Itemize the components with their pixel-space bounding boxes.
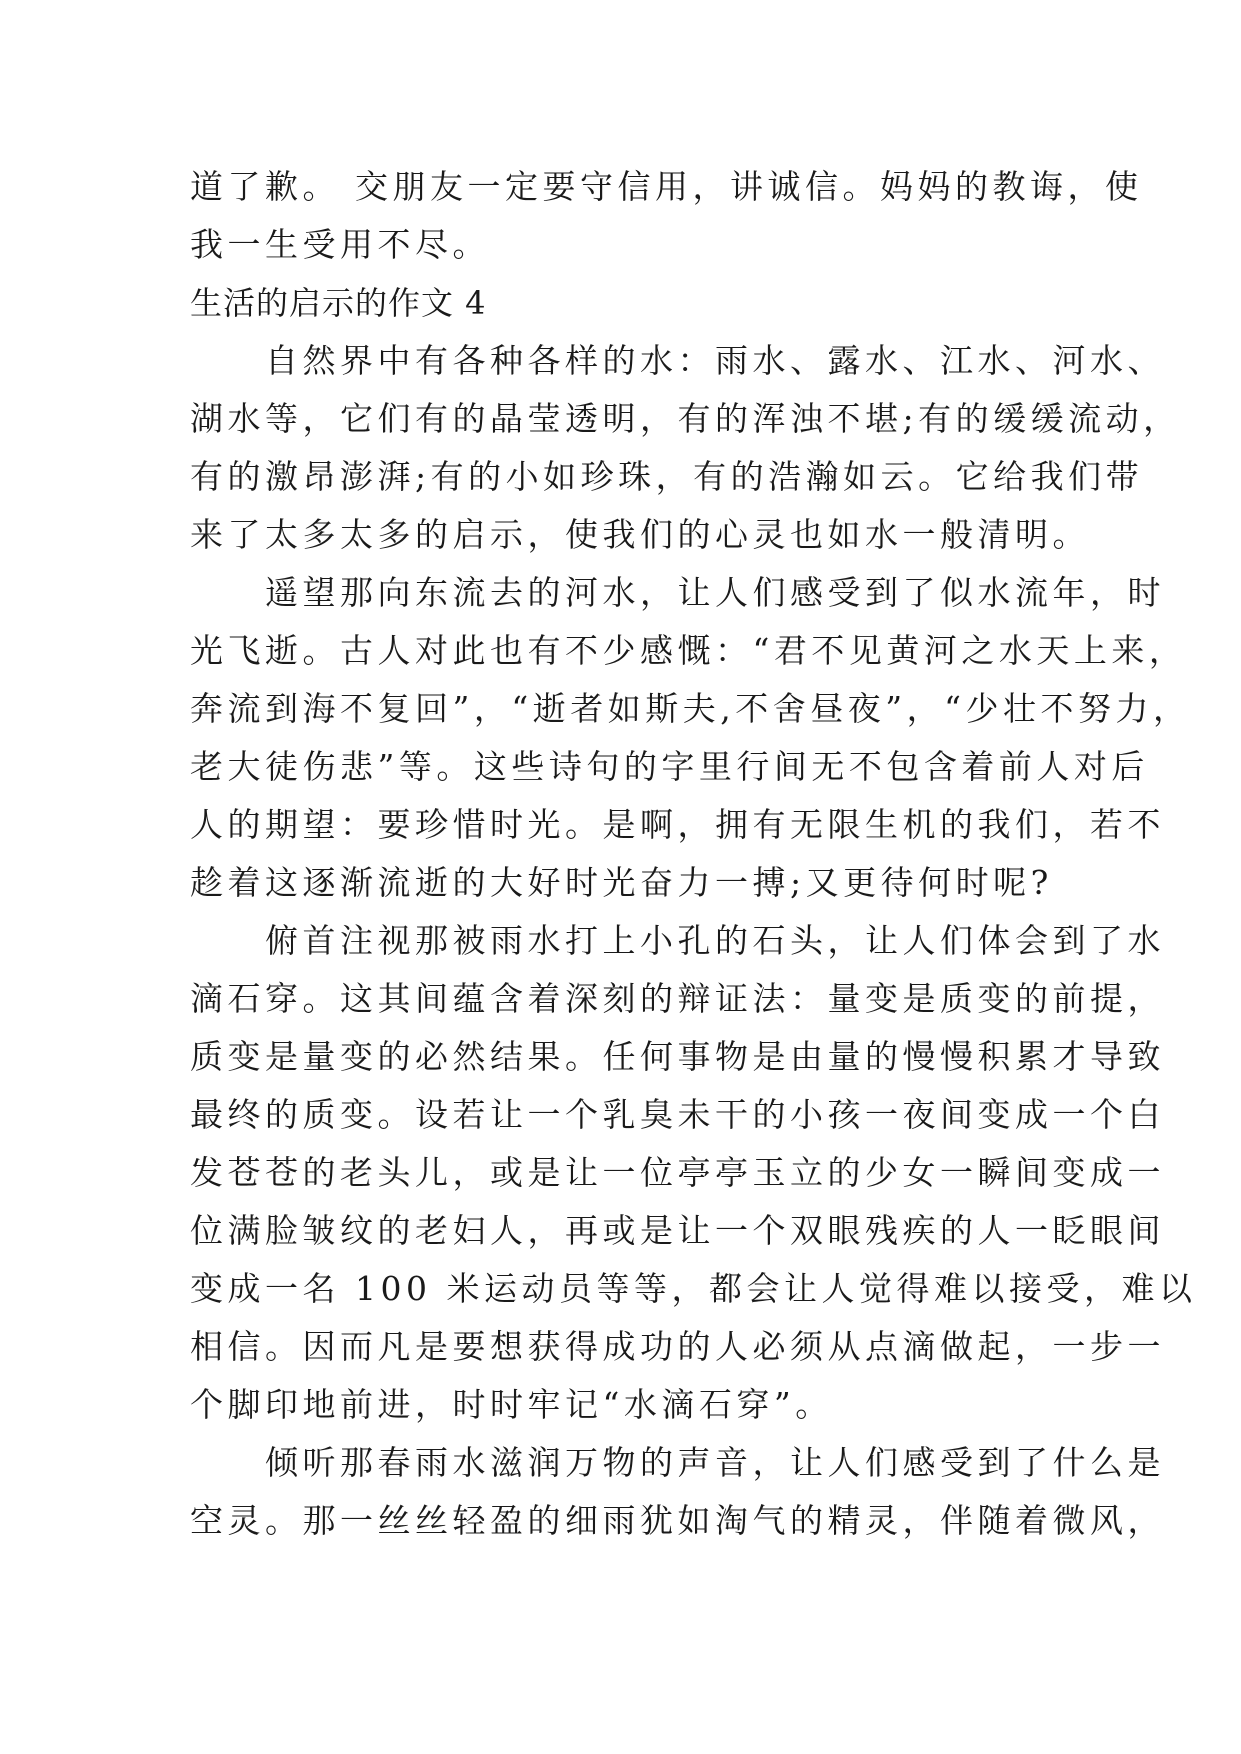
- text-line: 自然界中有各种各样的水：雨水、露水、江水、河水、: [190, 341, 1165, 380]
- text-line: 个脚印地前进，时时牢记“水滴石穿”。: [190, 1385, 833, 1424]
- text-line: 我一生受用不尽。: [190, 225, 490, 264]
- text-line: 有的激昂澎湃;有的小如珍珠，有的浩瀚如云。它给我们带: [190, 457, 1144, 496]
- text-line: 道了歉。 交朋友一定要守信用，讲诚信。妈妈的教诲，使: [190, 167, 1143, 206]
- text-line: 相信。因而凡是要想获得成功的人必须从点滴做起，一步一: [190, 1327, 1165, 1366]
- text-line: 湖水等，它们有的晶莹透明，有的浑浊不堪;有的缓缓流动，: [190, 399, 1181, 438]
- text-line: 奔流到海不复回”，“逝者如斯夫,不舍昼夜”，“少壮不努力，: [190, 689, 1191, 728]
- text-line: 变成一名 100 米运动员等等，都会让人觉得难以接受，难以: [190, 1269, 1197, 1308]
- text-line: 老大徒伤悲”等。这些诗句的字里行间无不包含着前人对后: [190, 747, 1149, 786]
- text-line: 最终的质变。设若让一个乳臭未干的小孩一夜间变成一个白: [190, 1095, 1165, 1134]
- text-line: 发苍苍的老头儿，或是让一位亭亭玉立的少女一瞬间变成一: [190, 1153, 1165, 1192]
- text-line: 人的期望：要珍惜时光。是啊，拥有无限生机的我们，若不: [190, 805, 1165, 844]
- text-line: 倾听那春雨水滋润万物的声音，让人们感受到了什么是: [190, 1443, 1165, 1482]
- text-line: 遥望那向东流去的河水，让人们感受到了似水流年，时: [190, 573, 1165, 612]
- text-line: 来了太多太多的启示，使我们的心灵也如水一般清明。: [190, 515, 1090, 554]
- text-line: 质变是量变的必然结果。任何事物是由量的慢慢积累才导致: [190, 1037, 1165, 1076]
- text-line: 空灵。那一丝丝轻盈的细雨犹如淘气的精灵，伴随着微风，: [190, 1501, 1165, 1540]
- text-line: 俯首注视那被雨水打上小孔的石头，让人们体会到了水: [190, 921, 1165, 960]
- document-page: [190, 158, 1197, 1550]
- text-line: 趁着这逐渐流逝的大好时光奋力一搏;又更待何时呢?: [190, 863, 1053, 902]
- text-line: 光飞逝。古人对此也有不少感慨：“君不见黄河之水天上来，: [190, 631, 1187, 670]
- section-heading: 生活的启示的作文 4: [190, 284, 487, 322]
- text-line: 滴石穿。这其间蕴含着深刻的辩证法：量变是质变的前提，: [190, 979, 1165, 1018]
- text-line: 位满脸皱纹的老妇人，再或是让一个双眼残疾的人一眨眼间: [190, 1211, 1165, 1250]
